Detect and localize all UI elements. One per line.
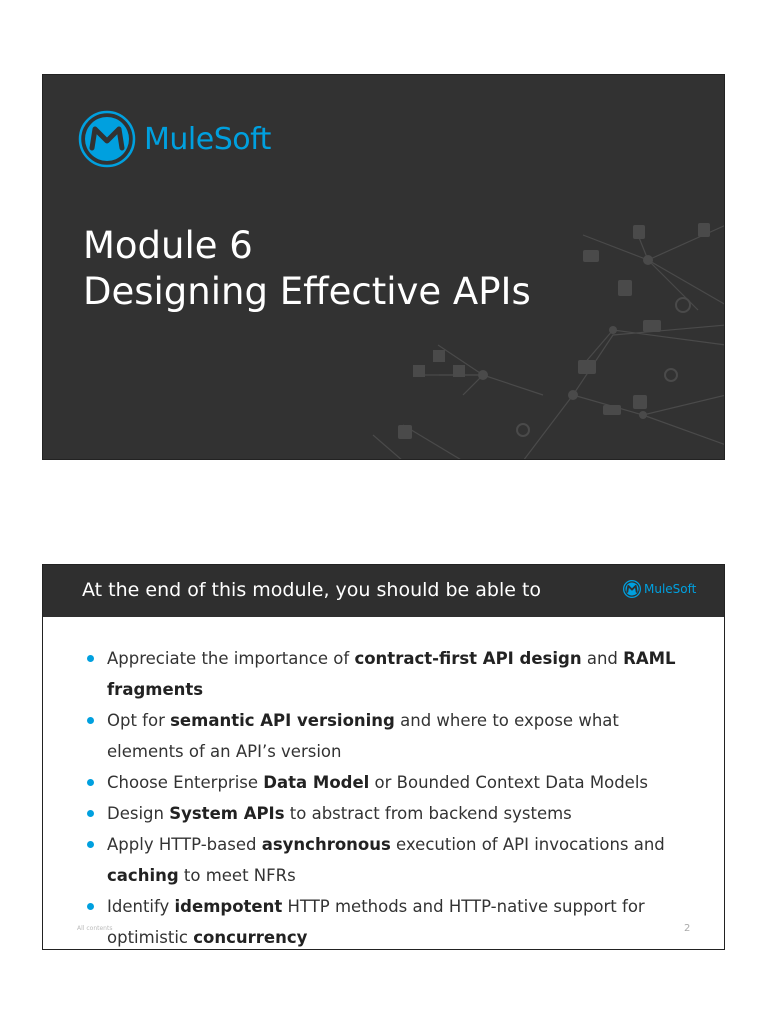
objective-text: to abstract from backend systems (284, 804, 572, 823)
mulesoft-logo-icon (78, 110, 136, 168)
objective-item (87, 643, 687, 705)
objectives-list (87, 643, 687, 950)
logo-wordmark-small: MuleSoft (644, 582, 697, 596)
mulesoft-logo-icon (623, 580, 641, 598)
objective-item (87, 705, 687, 767)
objective-item (87, 891, 687, 950)
title-line-1: Module 6 (83, 224, 253, 267)
objective-text: Opt for (107, 711, 171, 730)
objective-emphasis: idempotent (174, 897, 283, 916)
objective-emphasis: asynchronous (261, 835, 391, 854)
objective-emphasis: Data Model (263, 773, 370, 792)
objective-emphasis: System APIs (169, 804, 285, 823)
slide-title (83, 223, 531, 315)
objective-emphasis: contract-first API design (354, 649, 582, 668)
mulesoft-logo-small (623, 580, 696, 598)
logo-wordmark: MuleSoft (144, 121, 271, 157)
page-number: 2 (684, 923, 691, 934)
objective-text: Appreciate the importance of (107, 649, 355, 668)
objective-text: and where to expose what elements of an API’s version (107, 711, 619, 761)
objectives-slide (42, 564, 725, 950)
objective-text: HTTP methods and HTTP-native support for optimistic (107, 897, 645, 947)
objective-emphasis: semantic API versioning (170, 711, 395, 730)
objective-text: execution of API invocations and (390, 835, 665, 854)
objective-text: Apply HTTP-based (107, 835, 262, 854)
objective-text: and (581, 649, 624, 668)
objective-text: Design (107, 804, 170, 823)
title-line-2: Designing Effective APIs (83, 270, 531, 313)
slide-header (43, 565, 724, 617)
objective-text: or Bounded Context Data Models (369, 773, 649, 792)
header-title: At the end of this module, you should be able to (82, 579, 542, 601)
objective-emphasis: concurrency (193, 928, 308, 947)
mulesoft-logo (78, 110, 271, 168)
objective-item (87, 767, 687, 798)
title-slide (42, 74, 725, 460)
objective-item (87, 829, 687, 891)
objective-text: to meet NFRs (178, 866, 296, 885)
footer-note: All contents (77, 925, 113, 932)
objective-text: Identify (107, 897, 175, 916)
objective-emphasis: RAML fragments (107, 649, 676, 699)
objective-emphasis: caching (107, 866, 179, 885)
objective-text: Choose Enterprise (107, 773, 264, 792)
objective-item (87, 798, 687, 829)
